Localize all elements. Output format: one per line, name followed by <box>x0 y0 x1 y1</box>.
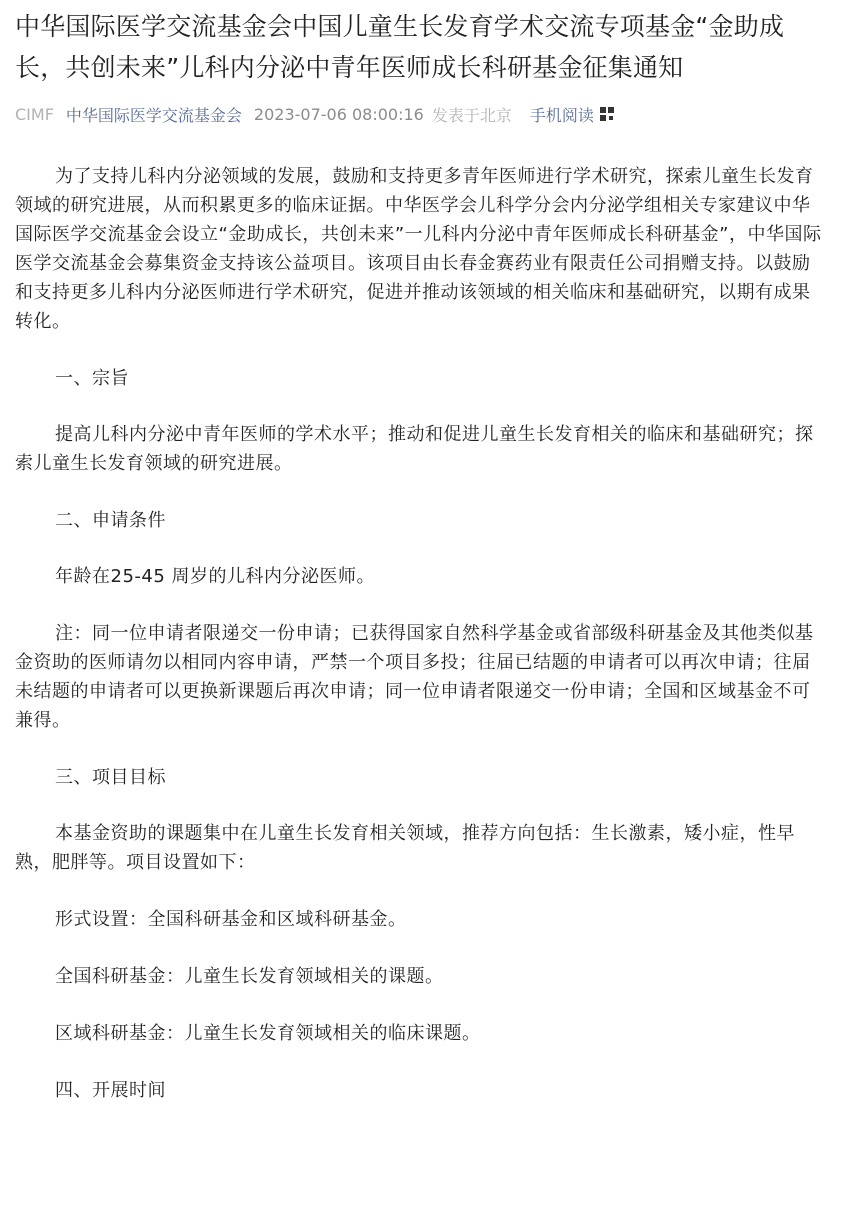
account-name-link[interactable]: 中华国际医学交流基金会 <box>65 105 242 125</box>
intro-paragraph: 为了支持儿科内分泌领域的发展，鼓励和支持更多青年医师进行学术研究，探索儿童生长发育领域的研究进展，从而积累更多的临床证据。中华医学会儿科学分会内分泌学组相关专家建议中华国际医学交流基金会设立“金助成长，共创未来”一儿科内分泌中青年医师成长科研基金”，中华国际医学交流基金会募集资金支持该公益项目。该项目由长春金赛药业有限责任公司捐赠支持。以鼓励和支持更多儿科内分泌医师进行学术研究，促进并推动该领域的相关临床和基础研究，以期有成果转化。 <box>15 166 822 332</box>
section-heading-schedule: 四、开展时间 <box>55 1080 166 1101</box>
age-paragraph: 年龄在25-45 周岁的儿科内分泌医师。 <box>55 566 376 587</box>
mobile-read-label: 手机阅读 <box>529 105 594 125</box>
source-label: CIMF <box>15 104 54 124</box>
article-body <box>15 162 827 1105</box>
national-fund-paragraph: 全国科研基金：儿童生长发育领域相关的课题。 <box>55 966 444 987</box>
article-meta <box>15 100 827 128</box>
regional-fund-paragraph: 区域科研基金：儿童生长发育领域相关的临床课题。 <box>55 1023 481 1044</box>
article-title: 中华国际医学交流基金会中国儿童生长发育学术交流专项基金“金助成长，共创未来”儿科内分泌中青年医师成长科研基金征集通知 <box>15 12 785 82</box>
goals-paragraph: 本基金资助的课题集中在儿童生长发育相关领域，推荐方向包括：生长激素，矮小症，性早熟，肥胖等。项目设置如下： <box>15 823 795 873</box>
section-heading-goals: 三、项目目标 <box>55 767 166 788</box>
mobile-read-button[interactable] <box>530 103 614 126</box>
section-heading-purpose: 一、宗旨 <box>55 368 129 389</box>
publish-location: 发表于北京 <box>431 105 512 125</box>
note-paragraph: 注：同一位申请者限递交一份申请；已获得国家自然科学基金或省部级科研基金及其他类似基金资助的医师请勿以相同内容申请，严禁一个项目多投；往届已结题的申请者可以再次申请；往届未结题的申请者可以更换新课题后再次申请；同一位申请者限递交一份申请；全国和区域基金不可兼得。 <box>15 623 814 731</box>
qrcode-icon[interactable] <box>600 107 614 121</box>
format-paragraph: 形式设置：全国科研基金和区域科研基金。 <box>55 909 407 930</box>
purpose-paragraph: 提高儿科内分泌中青年医师的学术水平；推动和促进儿童生长发育相关的临床和基础研究；探索儿童生长发育领域的研究进展。 <box>15 424 814 474</box>
section-heading-conditions: 二、申请条件 <box>55 510 166 531</box>
publish-time: 2023-07-06 08:00:16 <box>253 104 424 124</box>
